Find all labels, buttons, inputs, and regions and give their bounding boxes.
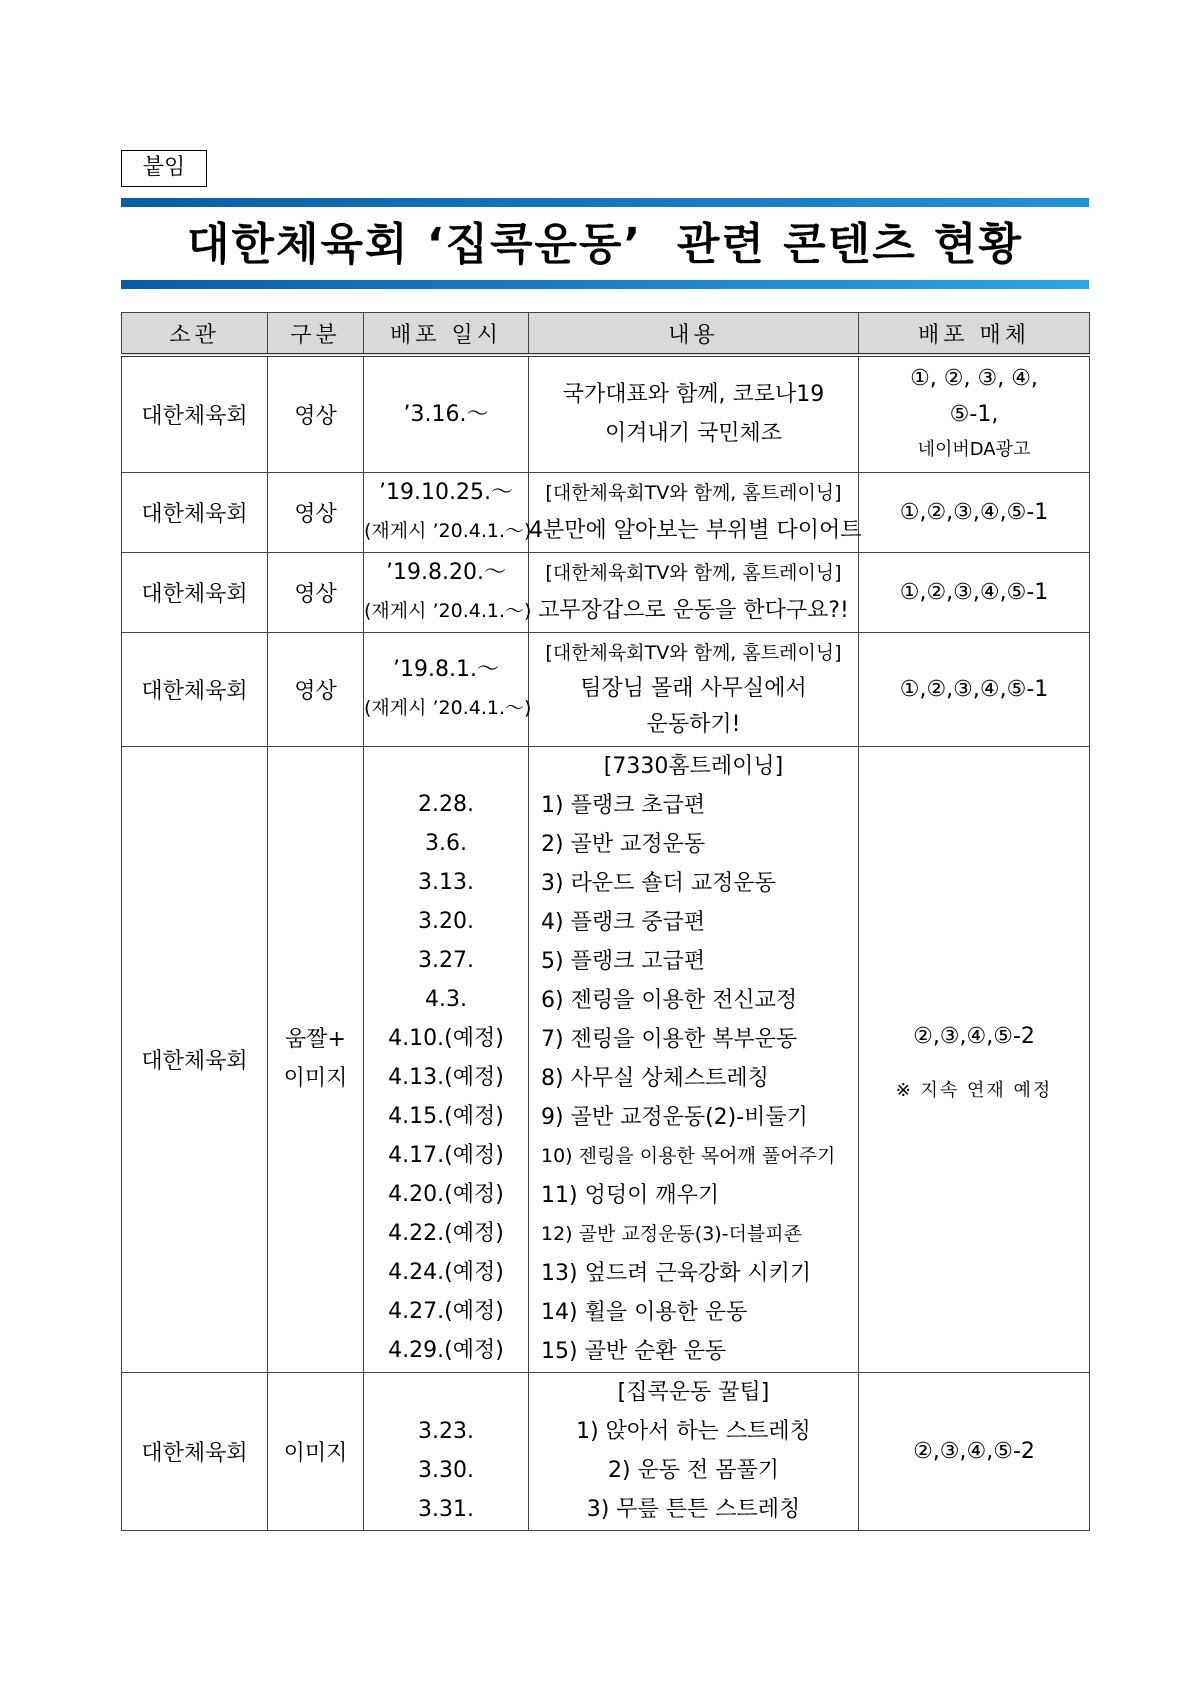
cell-date: ’19.8.1.～ (재게시 ’20.4.1.～) [364, 632, 529, 746]
cell-date: ’19.8.20.～ (재게시 ’20.4.1.～) [364, 552, 529, 632]
header-org: 소관 [122, 313, 268, 356]
cell-org: 대한체육회 [122, 552, 268, 632]
cell-type: 영상 [268, 552, 364, 632]
cell-org: 대한체육회 [122, 472, 268, 552]
cell-content: [집콕운동 꿀팁] 1) 앉아서 하는 스트레칭 2) 운동 전 몸풀기 3) 무릎 튼튼 스트레칭 [529, 1372, 859, 1530]
cell-type: 움짤+ 이미지 [268, 746, 364, 1372]
header-date: 배포 일시 [364, 313, 529, 356]
cell-content: 국가대표와 함께, 코로나19 이겨내기 국민체조 [529, 355, 859, 472]
table-row [122, 632, 1090, 746]
cell-media: ①,②,③,④,⑤-1 [859, 472, 1090, 552]
table-row [122, 472, 1090, 552]
cell-type: 영상 [268, 472, 364, 552]
title-bar-bottom [121, 280, 1089, 289]
table-header-row [122, 313, 1090, 356]
header-type: 구분 [268, 313, 364, 356]
table-row [122, 552, 1090, 632]
page-title: 대한체육회 ‘집콕운동’ 관련 콘텐츠 현황 [186, 219, 1024, 270]
table-row [122, 1372, 1090, 1530]
cell-media: ②,③,④,⑤-2 [859, 1372, 1090, 1530]
cell-type: 영상 [268, 355, 364, 472]
content-table [121, 312, 1090, 1531]
table-row [122, 746, 1090, 1372]
cell-date: ’19.10.25.～ (재게시 ’20.4.1.～) [364, 472, 529, 552]
cell-org: 대한체육회 [122, 746, 268, 1372]
cell-type: 이미지 [268, 1372, 364, 1530]
cell-type: 영상 [268, 632, 364, 746]
cell-date: 3.23. 3.30. 3.31. [364, 1372, 529, 1530]
cell-org: 대한체육회 [122, 355, 268, 472]
cell-media: ①,②,③,④,⑤-1 [859, 632, 1090, 746]
cell-org: 대한체육회 [122, 632, 268, 746]
cell-media: ①,②,③,④,⑤-1 [859, 552, 1090, 632]
title-bar-top [121, 198, 1089, 207]
cell-org: 대한체육회 [122, 1372, 268, 1530]
cell-content: [대한체육회TV와 함께, 홈트레이닝] 팀장님 몰래 사무실에서 운동하기! [529, 632, 859, 746]
header-content: 내용 [529, 313, 859, 356]
cell-media: ①, ②, ③, ④, ⑤-1, 네이버DA광고 [859, 355, 1090, 472]
cell-content: [7330홈트레이닝] 1) 플랭크 초급편 2) 골반 교정운동 3) 라운드 숄더 교정운동 4) 플랭크 중급편 5) 플랭크 고급편 6) 젠링을 이용한 전신교정 7) 젠링을 이용한 복부운동 8) 사무실 상체스트레칭 9) 골반 교정운동(2)-비둘기 10) 젠링을 이용한 목어깨 풀어주기 11) 엉덩이 깨우기 12) 골반 교정운동(3)-더블피죤 13) 엎드려 근육강화 시키기 14) 휠을 이용한 운동 15) 골반 순환 운동 [529, 746, 859, 1372]
attachment-label: 붙임 [121, 150, 207, 187]
cell-content: [대한체육회TV와 함께, 홈트레이닝] 고무장갑으로 운동을 한다구요?! [529, 552, 859, 632]
cell-media: ②,③,④,⑤-2 ※ 지속 연재 예정 [859, 746, 1090, 1372]
cell-content: [대한체육회TV와 함께, 홈트레이닝] 4분만에 알아보는 부위별 다이어트 [529, 472, 859, 552]
header-media: 배포 매체 [859, 313, 1090, 356]
table-row [122, 355, 1090, 472]
cell-date: ’3.16.～ [364, 355, 529, 472]
cell-date: 2.28. 3.6. 3.13. 3.20. 3.27. 4.3. 4.10.(예정) 4.13.(예정) 4.15.(예정) 4.17.(예정) 4.20.(예정) 4.22.(예정) 4.24.(예정) 4.27.(예정) 4.29.(예정) [364, 746, 529, 1372]
media-note: ※ 지속 연재 예정 [895, 1079, 1053, 1101]
